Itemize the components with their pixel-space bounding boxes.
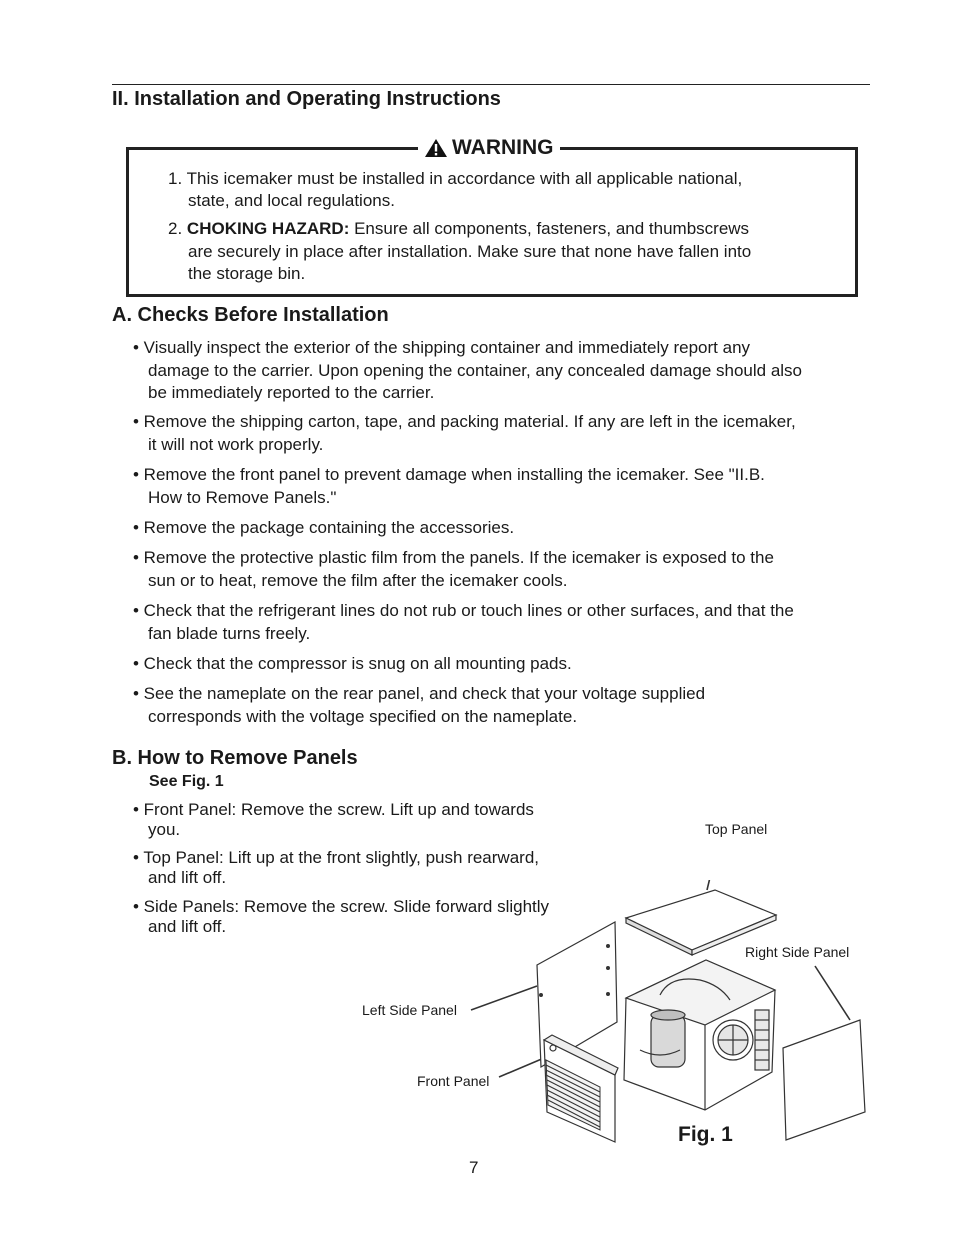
top-panel-shape — [626, 890, 776, 950]
label-top-panel: Top Panel — [705, 821, 768, 837]
leader-left-side-panel — [471, 986, 537, 1010]
bullet-line: • Side Panels: Remove the screw. Slide forward slightly — [133, 897, 550, 916]
warning-item-2-line3: the storage bin. — [188, 264, 306, 283]
choking-hazard-label: CHOKING HAZARD: — [186, 219, 350, 238]
section-a-bullet-2 — [133, 411, 796, 456]
warning-item-2-line2: are securely in place after installation. Make sure that none have fallen into — [188, 242, 752, 261]
warning-item-number: 2. — [168, 219, 183, 238]
bullet-line: be immediately reported to the carrier. — [148, 383, 435, 402]
figure-caption: Fig. 1 — [678, 1123, 733, 1146]
bullet-line: • Remove the front panel to prevent damage when installing the icemaker. See "II.B. — [133, 465, 765, 484]
bullet-line: • Remove the shipping carton, tape, and packing material. If any are left in the icemaker, — [133, 412, 796, 431]
warning-item-text: Ensure all components, fasteners, and thumbscrews — [349, 219, 750, 238]
bullet-line: • Check that the compressor is snug on all mounting pads. — [133, 654, 572, 673]
icemaker-exploded-illustration — [470, 880, 870, 1155]
bullet-line: fan blade turns freely. — [148, 623, 311, 643]
bullet-line: damage to the carrier. Upon opening the container, any concealed damage should also — [148, 360, 803, 380]
bullet-line: How to Remove Panels." — [148, 487, 337, 507]
leader-right-side-panel — [815, 966, 850, 1020]
section-a-bullet-5 — [133, 547, 774, 592]
bullet-line: sun or to heat, remove the film after the icemaker cools. — [148, 570, 568, 590]
section-b-title: B. How to Remove Panels — [112, 747, 358, 769]
section-a-bullet-8 — [133, 683, 705, 728]
warning-text: WARNING — [452, 136, 554, 159]
bullet-line: • Remove the protective plastic film from the panels. If the icemaker is exposed to the — [133, 548, 774, 567]
leader-top-panel — [707, 880, 719, 890]
warning-item-1 — [168, 168, 742, 190]
warning-item-2 — [168, 218, 749, 240]
section-a-bullet-3 — [133, 464, 765, 509]
label-front-panel: Front Panel — [417, 1073, 490, 1089]
leader-front-panel — [499, 1058, 544, 1077]
bullet-line: • Visually inspect the exterior of the shipping container and immediately report any — [133, 338, 751, 357]
bullet-line: • Front Panel: Remove the screw. Lift up and towards — [133, 800, 534, 819]
label-right-side-panel: Right Side Panel — [745, 944, 850, 960]
warning-label — [418, 136, 560, 160]
section-a-bullet-1 — [133, 337, 802, 405]
section-title: II. Installation and Operating Instructions — [112, 88, 501, 110]
bullet-line: it will not work properly. — [148, 434, 324, 454]
right-side-panel-shape — [783, 1020, 865, 1140]
bullet-line: corresponds with the voltage specified on the nameplate. — [148, 706, 578, 726]
section-a-title: A. Checks Before Installation — [112, 304, 389, 326]
section-a-bullet-6 — [133, 600, 794, 645]
label-left-side-panel: Left Side Panel — [362, 1002, 457, 1018]
warning-triangle-icon — [424, 138, 448, 158]
see-fig-reference: See Fig. 1 — [149, 773, 224, 790]
bullet-line: and lift off. — [148, 917, 227, 936]
warning-item-number: 1. — [168, 169, 183, 188]
section-a-bullet-7 — [133, 653, 572, 676]
bullet-line: • Top Panel: Lift up at the front slightly, push rearward, — [133, 848, 539, 867]
bullet-line: and lift off. — [148, 868, 227, 887]
warning-item-1-line2: state, and local regulations. — [188, 191, 395, 210]
bullet-line: • Check that the refrigerant lines do not rub or touch lines or other surfaces, and that the — [133, 601, 794, 620]
bullet-line: • Remove the package containing the accessories. — [133, 518, 515, 537]
warning-item-text: This icemaker must be installed in accordance with all applicable national, — [186, 169, 743, 188]
header-rule — [112, 84, 870, 85]
section-b-bullet-1 — [133, 800, 534, 840]
section-a-bullet-4 — [133, 517, 514, 540]
bullet-line: you. — [148, 820, 181, 839]
bullet-line: • See the nameplate on the rear panel, and check that your voltage supplied — [133, 684, 706, 703]
compressor — [651, 1015, 685, 1067]
page-number: 7 — [469, 1158, 479, 1177]
